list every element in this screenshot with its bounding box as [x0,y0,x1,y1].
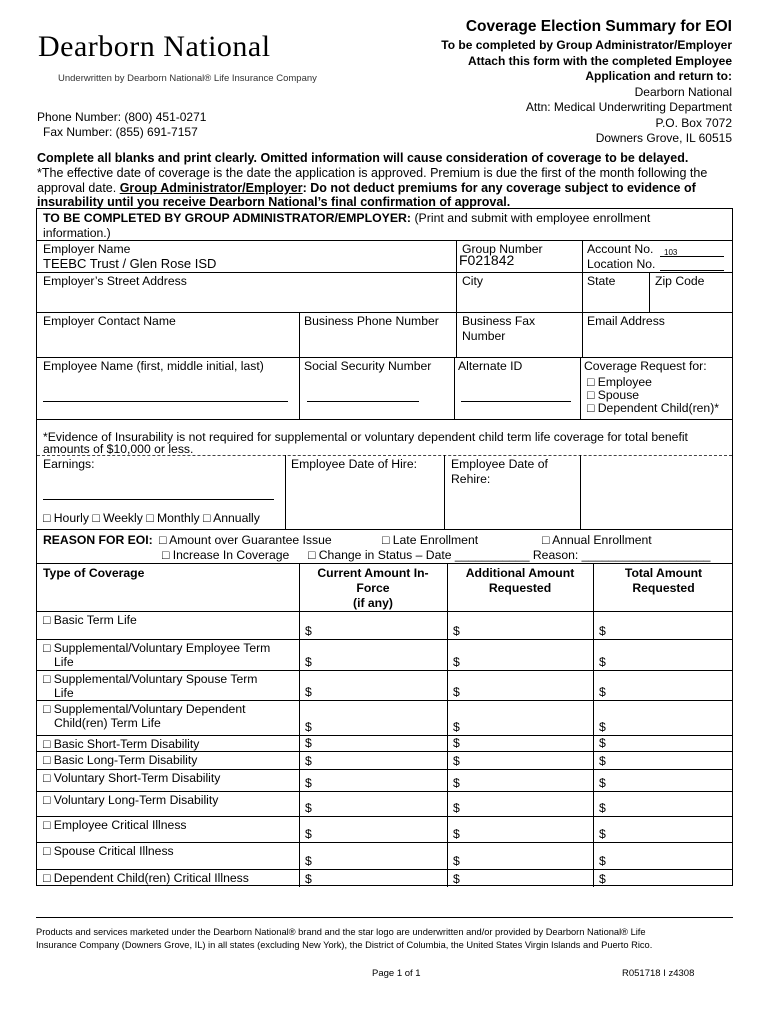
additional-amount-field[interactable]: $ [453,754,460,768]
notice-line-4: insurability until you receive Dearborn National’s final confirmation of approval. [37,195,511,210]
contact-numbers [37,110,206,139]
instruction-line-3: Application and return to: [585,69,732,83]
employer-heading-note-2: information.) [43,226,111,240]
coverage-row [37,735,732,751]
city-label: City [462,274,483,288]
ssn-label: Social Security Number [304,359,432,373]
alternate-id-field[interactable] [461,401,571,402]
total-amount-field[interactable]: $ [599,736,606,750]
col-total-amount-2: Requested [632,581,695,595]
additional-amount-field[interactable]: $ [453,655,460,669]
address-line-2: Attn: Medical Underwriting Department [525,100,732,114]
total-amount-field[interactable]: $ [599,776,606,790]
additional-amount-field[interactable]: $ [453,872,460,886]
employer-heading-bold: TO BE COMPLETED BY GROUP ADMINISTRATOR/EMPLOYER: [43,211,412,225]
col-current-amount-3: (if any) [353,596,393,610]
current-amount-field[interactable]: $ [305,872,312,886]
coverage-type-checkbox[interactable]: □ Basic Short-Term Disability [43,737,200,751]
notice-line-1: Complete all blanks and print clearly. Omitted information will cause consideration of coverage to be delayed. [37,151,689,165]
total-amount-field[interactable]: $ [599,655,606,669]
current-amount-field[interactable]: $ [305,776,312,790]
notice-line-2: *The effective date of coverage is the date the application is approved. Premium is due the first of the month following the [37,165,708,180]
completion-notice [37,151,737,210]
additional-amount-field[interactable]: $ [453,854,460,868]
eoi-note-line-1: *Evidence of Insurability is not required for supplemental or voluntary dependent child term life coverage for total benefit [43,430,688,444]
account-no-field[interactable]: 103 [664,248,678,257]
coverage-type-label-cont: Child(ren) Term Life [54,716,161,730]
coverage-type-checkbox[interactable]: □ Basic Long-Term Disability [43,753,198,767]
logo-wordmark: Dearborn National [38,30,271,63]
coverage-dependent-checkbox[interactable]: □ Dependent Child(ren)* [587,401,720,415]
coverage-type-checkbox[interactable]: □ Supplemental/Voluntary Dependent [43,702,246,716]
coverage-type-checkbox[interactable]: □ Spouse Critical Illness [43,844,174,858]
notice-line-3c: : Do not deduct premiums for any coverage subject to evidence of [302,180,696,195]
reason-label: REASON FOR EOI: [43,533,153,547]
total-amount-field[interactable]: $ [599,801,606,815]
col-additional-amount-2: Requested [488,581,552,595]
current-amount-field[interactable]: $ [305,854,312,868]
coverage-row [37,639,732,670]
notice-line-3a: approval date. [37,180,120,195]
current-amount-field[interactable]: $ [305,720,312,734]
additional-amount-field[interactable]: $ [453,720,460,734]
coverage-row [37,842,732,869]
rehire-date-label: Employee Date of [451,457,548,471]
reason-late-enrollment[interactable]: □ Late Enrollment [382,533,479,547]
group-number-label: Group Number [462,242,543,256]
footer-disclaimer [36,926,736,952]
phone-number: Phone Number: (800) 451-0271 [37,110,207,124]
total-amount-field[interactable]: $ [599,754,606,768]
current-amount-field[interactable]: $ [305,655,312,669]
footer-divider [36,917,733,918]
location-no-field[interactable] [660,270,724,271]
col-type-of-coverage: Type of Coverage [43,566,145,580]
business-fax-label-2: Number [462,329,506,343]
coverage-row [37,700,732,735]
notice-emphasis: Group Administrator/Employer [119,180,303,195]
footer-line-2: Insurance Company (Downers Grove, IL) in all states (excluding New York), the District of Columbia, the United States Virgin Islands and Puerto Rico. [36,940,653,950]
additional-amount-field[interactable]: $ [453,801,460,815]
coverage-type-label-cont: Life [54,686,74,700]
coverage-row [37,869,732,887]
additional-amount-field[interactable]: $ [453,736,460,750]
col-total-amount: Total Amount [624,566,703,580]
reason-annual-enrollment[interactable]: □ Annual Enrollment [542,533,652,547]
current-amount-field[interactable]: $ [305,754,312,768]
coverage-type-checkbox[interactable]: □ Employee Critical Illness [43,818,187,832]
coverage-type-label-cont: Life [54,655,74,669]
coverage-type-checkbox[interactable]: □ Supplemental/Voluntary Employee Term [43,641,271,655]
col-current-amount: Current Amount In- [317,566,429,580]
reason-amount-over-gi[interactable]: □ Amount over Guarantee Issue [159,533,332,547]
employee-name-field[interactable] [43,401,288,402]
form-number: R051718 I z4308 [622,968,695,979]
ssn-field[interactable] [307,401,419,402]
coverage-row [37,769,732,791]
current-amount-field[interactable]: $ [305,685,312,699]
rehire-date-label-2: Rehire: [451,472,491,486]
employer-heading-note: (Print and submit with employee enrollment [414,211,651,225]
additional-amount-field[interactable]: $ [453,624,460,638]
address-line-1: Dearborn National [634,84,732,99]
address-line-3: P.O. Box 7072 [655,115,732,130]
current-amount-field[interactable]: $ [305,801,312,815]
notice-line-3 [37,181,737,196]
total-amount-field[interactable]: $ [599,720,606,734]
instruction-line-2: Attach this form with the completed Employee [467,53,732,68]
group-number-field[interactable]: F021842 [459,252,515,268]
account-no-label: Account No. [587,242,654,256]
footer-line-1: Products and services marketed under the Dearborn National® brand and the star logo are underwritten and/or provided by Dearborn National® Life [36,927,646,937]
total-amount-field[interactable]: $ [599,854,606,868]
state-label: State [587,274,616,288]
form-title: Coverage Election Summary for EOI [465,18,732,35]
location-no-label: Location No. [587,257,656,271]
return-instructions [441,38,732,147]
earnings-label: Earnings: [43,457,95,471]
current-amount-field[interactable]: $ [305,827,312,841]
additional-amount-field[interactable]: $ [453,685,460,699]
contact-name-label: Employer Contact Name [43,314,176,328]
additional-amount-field[interactable]: $ [453,827,460,841]
dearborn-national-logo [38,28,338,88]
earnings-field[interactable] [43,499,274,500]
coverage-spouse-checkbox[interactable]: □ Spouse [587,388,640,402]
street-address-label: Employer’s Street Address [43,274,187,288]
coverage-row [37,611,732,639]
coverage-row [37,791,732,816]
employee-name-label: Employee Name (first, middle initial, last) [43,359,264,373]
total-amount-field[interactable]: $ [599,685,606,699]
page-number: Page 1 of 1 [372,968,421,979]
col-additional-amount: Additional Amount [465,566,575,580]
coverage-employee-checkbox[interactable]: □ Employee [587,375,652,389]
fax-number: Fax Number: (855) 691-7157 [43,124,198,139]
address-line-4: Downers Grove, IL 60515 [595,131,732,145]
additional-amount-field[interactable]: $ [453,776,460,790]
business-fax-label: Business Fax [462,314,536,328]
coverage-type-checkbox[interactable]: □ Supplemental/Voluntary Spouse Term [43,672,258,686]
current-amount-field[interactable]: $ [305,624,312,638]
instruction-line-1: To be completed by Group Administrator/Employer [441,38,732,52]
pay-frequency-options[interactable]: □ Hourly □ Weekly □ Monthly □ Annually [43,511,260,525]
coverage-row [37,670,732,700]
coverage-election-form [36,208,733,886]
business-phone-label: Business Phone Number [304,314,439,328]
reason-increase-coverage[interactable]: □ Increase In Coverage [162,548,290,562]
eoi-note-line-2: amounts of $10,000 or less. [43,442,194,456]
employer-name-field[interactable]: TEEBC Trust / Glen Rose ISD [43,256,217,271]
coverage-request-label: Coverage Request for: [584,359,707,373]
reason-change-in-status[interactable]: □ Change in Status – Date ___________ Reason: ___________________ [308,548,711,562]
col-current-amount-2: Force [356,581,390,595]
coverage-type-checkbox[interactable]: □ Dependent Child(ren) Critical Illness [43,871,249,885]
total-amount-field[interactable]: $ [599,872,606,886]
coverage-type-checkbox[interactable]: □ Basic Term Life [43,613,137,627]
total-amount-field[interactable]: $ [599,624,606,638]
coverage-type-checkbox[interactable]: □ Voluntary Short-Term Disability [43,771,221,785]
current-amount-field[interactable]: $ [305,736,312,750]
employer-section-heading [43,211,650,226]
zip-code-label: Zip Code [655,274,705,288]
email-label: Email Address [587,314,665,328]
coverage-row [37,751,732,769]
total-amount-field[interactable]: $ [599,827,606,841]
alternate-id-label: Alternate ID [458,359,523,373]
coverage-row [37,816,732,842]
logo-tagline: Underwritten by Dearborn National® Life Insurance Company [58,73,317,84]
coverage-type-checkbox[interactable]: □ Voluntary Long-Term Disability [43,793,219,807]
employer-name-label: Employer Name [43,242,131,256]
hire-date-label: Employee Date of Hire: [291,457,417,471]
